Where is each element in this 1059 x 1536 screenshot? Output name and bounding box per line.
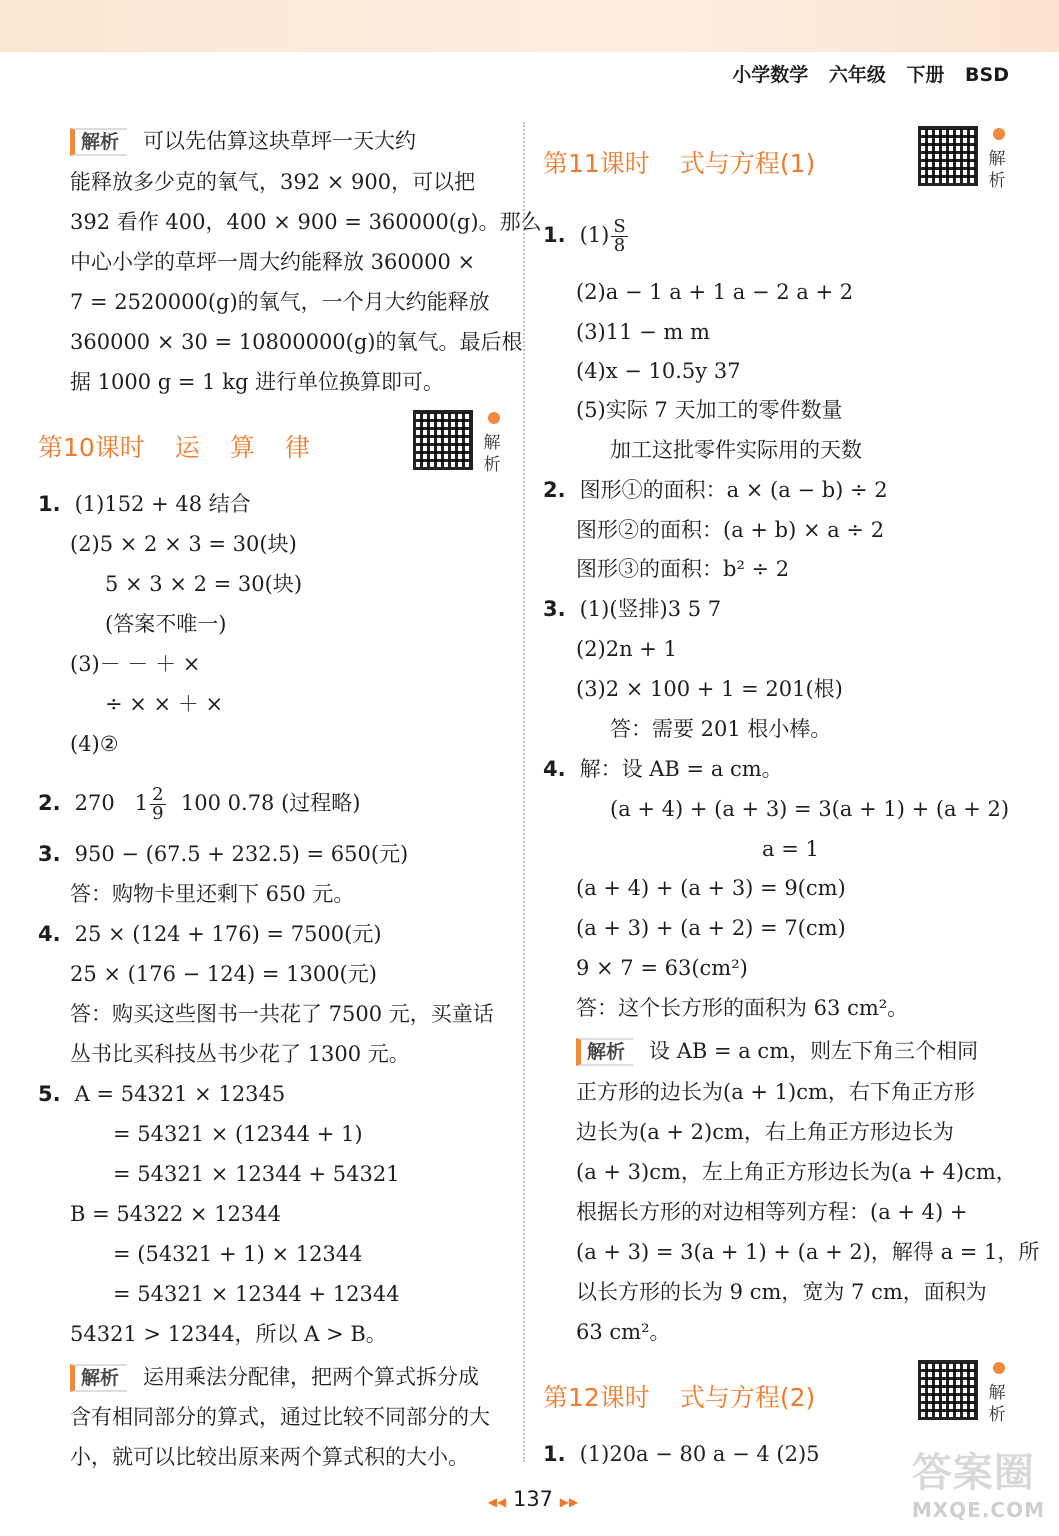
prev-arrows-icon: ◀◀ <box>487 1495 507 1509</box>
analysis-tag: 解析 <box>70 1364 127 1392</box>
analysis-line: (a + 3)cm，左上角正方形边长为(a + 4)cm， <box>576 1160 1017 1184</box>
r-q1-line: (3)11 − m m <box>576 320 710 344</box>
q4-line: 丛书比买科技丛书少花了 1300 元。 <box>70 1042 410 1066</box>
q1-line: (3)－ － ＋ × <box>70 652 201 676</box>
play-dot-icon <box>993 1362 1005 1374</box>
qr-label: 解 析 <box>988 1383 1006 1425</box>
q4-line: 4. 25 × (124 + 176) = 7500(元) <box>38 922 382 946</box>
analysis-tag: 解析 <box>576 1038 633 1066</box>
analysis-line: 正方形的边长为(a + 1)cm，右下角正方形 <box>576 1080 975 1104</box>
r-q4-line: 4. 解：设 AB = a cm。 <box>543 757 783 781</box>
r-q1b-line: 1. (1)20a − 80 a − 4 (2)5 <box>543 1442 820 1466</box>
r-q1-line: (5)实际 7 天加工的零件数量 <box>576 398 843 422</box>
analysis-line: (a + 3) = 3(a + 1) + (a + 2)，解得 a = 1，所 <box>576 1240 1040 1264</box>
q2-line: 2. 270 1 $\frac{2}{9}$ 100 0.78 (过程略) <box>38 784 361 824</box>
analysis-line: 360000 × 30 = 10800000(g)的氧气。最后根 <box>70 330 523 354</box>
r-q4-line: (a + 4) + (a + 3) = 3(a + 1) + (a + 2) <box>610 797 1010 821</box>
r-q4-line: 9 × 7 = 63(cm²) <box>576 956 748 980</box>
q1-line: 5 × 3 × 2 = 30(块) <box>105 572 303 596</box>
analysis-line: 边长为(a + 2)cm，右上角正方形边长为 <box>576 1120 954 1144</box>
page-number: ◀◀ 137 ▶▶ <box>487 1487 579 1511</box>
analysis-line: 小，就可以比较出原来两个算式积的大小。 <box>70 1445 469 1469</box>
q3-line: 答：购物卡里还剩下 650 元。 <box>70 882 355 906</box>
analysis-line: 根据长方形的对边相等列方程：(a + 4) + <box>576 1200 968 1224</box>
qr-code-icon[interactable] <box>918 1360 978 1420</box>
r-q3-line: 3. (1)(竖排)3 5 7 <box>543 597 722 621</box>
r-q3-line: 答：需要 201 根小棒。 <box>610 717 832 741</box>
fraction: $\frac{2}{9}$ <box>152 784 164 824</box>
lesson-11-title: 第11课时 式与方程(1) <box>543 149 816 178</box>
qr-code-icon[interactable] <box>918 126 978 186</box>
analysis-line: 7 = 2520000(g)的氧气，一个月大约能释放 <box>70 290 490 314</box>
qr-label: 解 析 <box>988 149 1006 191</box>
q4-line: 25 × (176 − 124) = 1300(元) <box>70 962 377 986</box>
q1-line: (答案不唯一) <box>105 612 227 636</box>
analysis-line: 63 cm²。 <box>576 1320 671 1344</box>
q1-line: (4)② <box>70 732 119 756</box>
lesson-12-title: 第12课时 式与方程(2) <box>543 1383 816 1412</box>
page-header: 小学数学 六年级 下册 BSD <box>732 64 1009 86</box>
analysis-line: 据 1000 g = 1 kg 进行单位换算即可。 <box>70 370 445 394</box>
r-q1-line: 1. (1) $\frac{S}{8}$ <box>543 216 626 256</box>
fraction: $\frac{S}{8}$ <box>613 216 626 256</box>
top-color-band <box>0 0 1059 52</box>
analysis-block: 解析 运用乘法分配律，把两个算式拆分成 <box>70 1364 479 1392</box>
q1-line: 1. (1)152 + 48 结合 <box>38 492 251 516</box>
analysis-block: 解析 可以先估算这块草坪一天大约 <box>70 128 416 156</box>
play-dot-icon <box>488 412 500 424</box>
next-arrows-icon: ▶▶ <box>559 1495 579 1509</box>
analysis-tag: 解析 <box>70 128 127 156</box>
r-q4-line: 答：这个长方形的面积为 63 cm²。 <box>576 996 909 1020</box>
r-q2-line: 图形②的面积：(a + b) × a ÷ 2 <box>576 518 885 542</box>
column-divider <box>523 122 525 1462</box>
analysis-line: 含有相同部分的算式，通过比较不同部分的大 <box>70 1405 490 1429</box>
q5-line: = 54321 × (12344 + 1) <box>113 1122 363 1146</box>
q5-line: = 54321 × 12344 + 54321 <box>113 1162 400 1186</box>
play-dot-icon <box>993 128 1005 140</box>
q1-line: (2)5 × 2 × 3 = 30(块) <box>70 532 297 556</box>
watermark: 答案圈 MXQE.COM <box>911 1450 1045 1522</box>
r-q4-line: a = 1 <box>762 837 819 861</box>
analysis-line: 能释放多少克的氧气，392 × 900，可以把 <box>70 170 476 194</box>
analysis-block: 解析 设 AB = a cm，则左下角三个相同 <box>576 1038 978 1066</box>
q5-line: 5. A = 54321 × 12345 <box>38 1082 286 1106</box>
r-q1-line: 加工这批零件实际用的天数 <box>610 438 862 462</box>
qr-label: 解 析 <box>483 433 501 475</box>
r-q2-line: 2. 图形①的面积：a × (a − b) ÷ 2 <box>543 478 888 502</box>
q5-line: B = 54322 × 12344 <box>70 1202 281 1226</box>
analysis-line: 中心小学的草坪一周大约能释放 360000 × <box>70 250 476 274</box>
r-q4-line: (a + 3) + (a + 2) = 7(cm) <box>576 916 846 940</box>
r-q3-line: (2)2n + 1 <box>576 637 677 661</box>
r-q3-line: (3)2 × 100 + 1 = 201(根) <box>576 677 843 701</box>
q5-line: = 54321 × 12344 + 12344 <box>113 1282 400 1306</box>
r-q4-line: (a + 4) + (a + 3) = 9(cm) <box>576 876 846 900</box>
r-q2-line: 图形③的面积：b² ÷ 2 <box>576 557 790 581</box>
q4-line: 答：购买这些图书一共花了 7500 元，买童话 <box>70 1002 494 1026</box>
q3-line: 3. 950 − (67.5 + 232.5) = 650(元) <box>38 842 409 866</box>
q1-line: ÷ × × ＋ × <box>105 692 224 716</box>
q5-line: 54321 > 12344，所以 A > B。 <box>70 1322 387 1346</box>
r-q1-line: (2)a − 1 a + 1 a − 2 a + 2 <box>576 280 854 304</box>
lesson-10-title: 第10课时 运 算 律 <box>38 433 310 462</box>
analysis-line: 392 看作 400，400 × 900 = 360000(g)。那么 <box>70 210 542 234</box>
q5-line: = (54321 + 1) × 12344 <box>113 1242 363 1266</box>
analysis-line: 以长方形的长为 9 cm，宽为 7 cm，面积为 <box>576 1280 987 1304</box>
r-q1-line: (4)x − 10.5y 37 <box>576 359 741 383</box>
qr-code-icon[interactable] <box>413 410 473 470</box>
